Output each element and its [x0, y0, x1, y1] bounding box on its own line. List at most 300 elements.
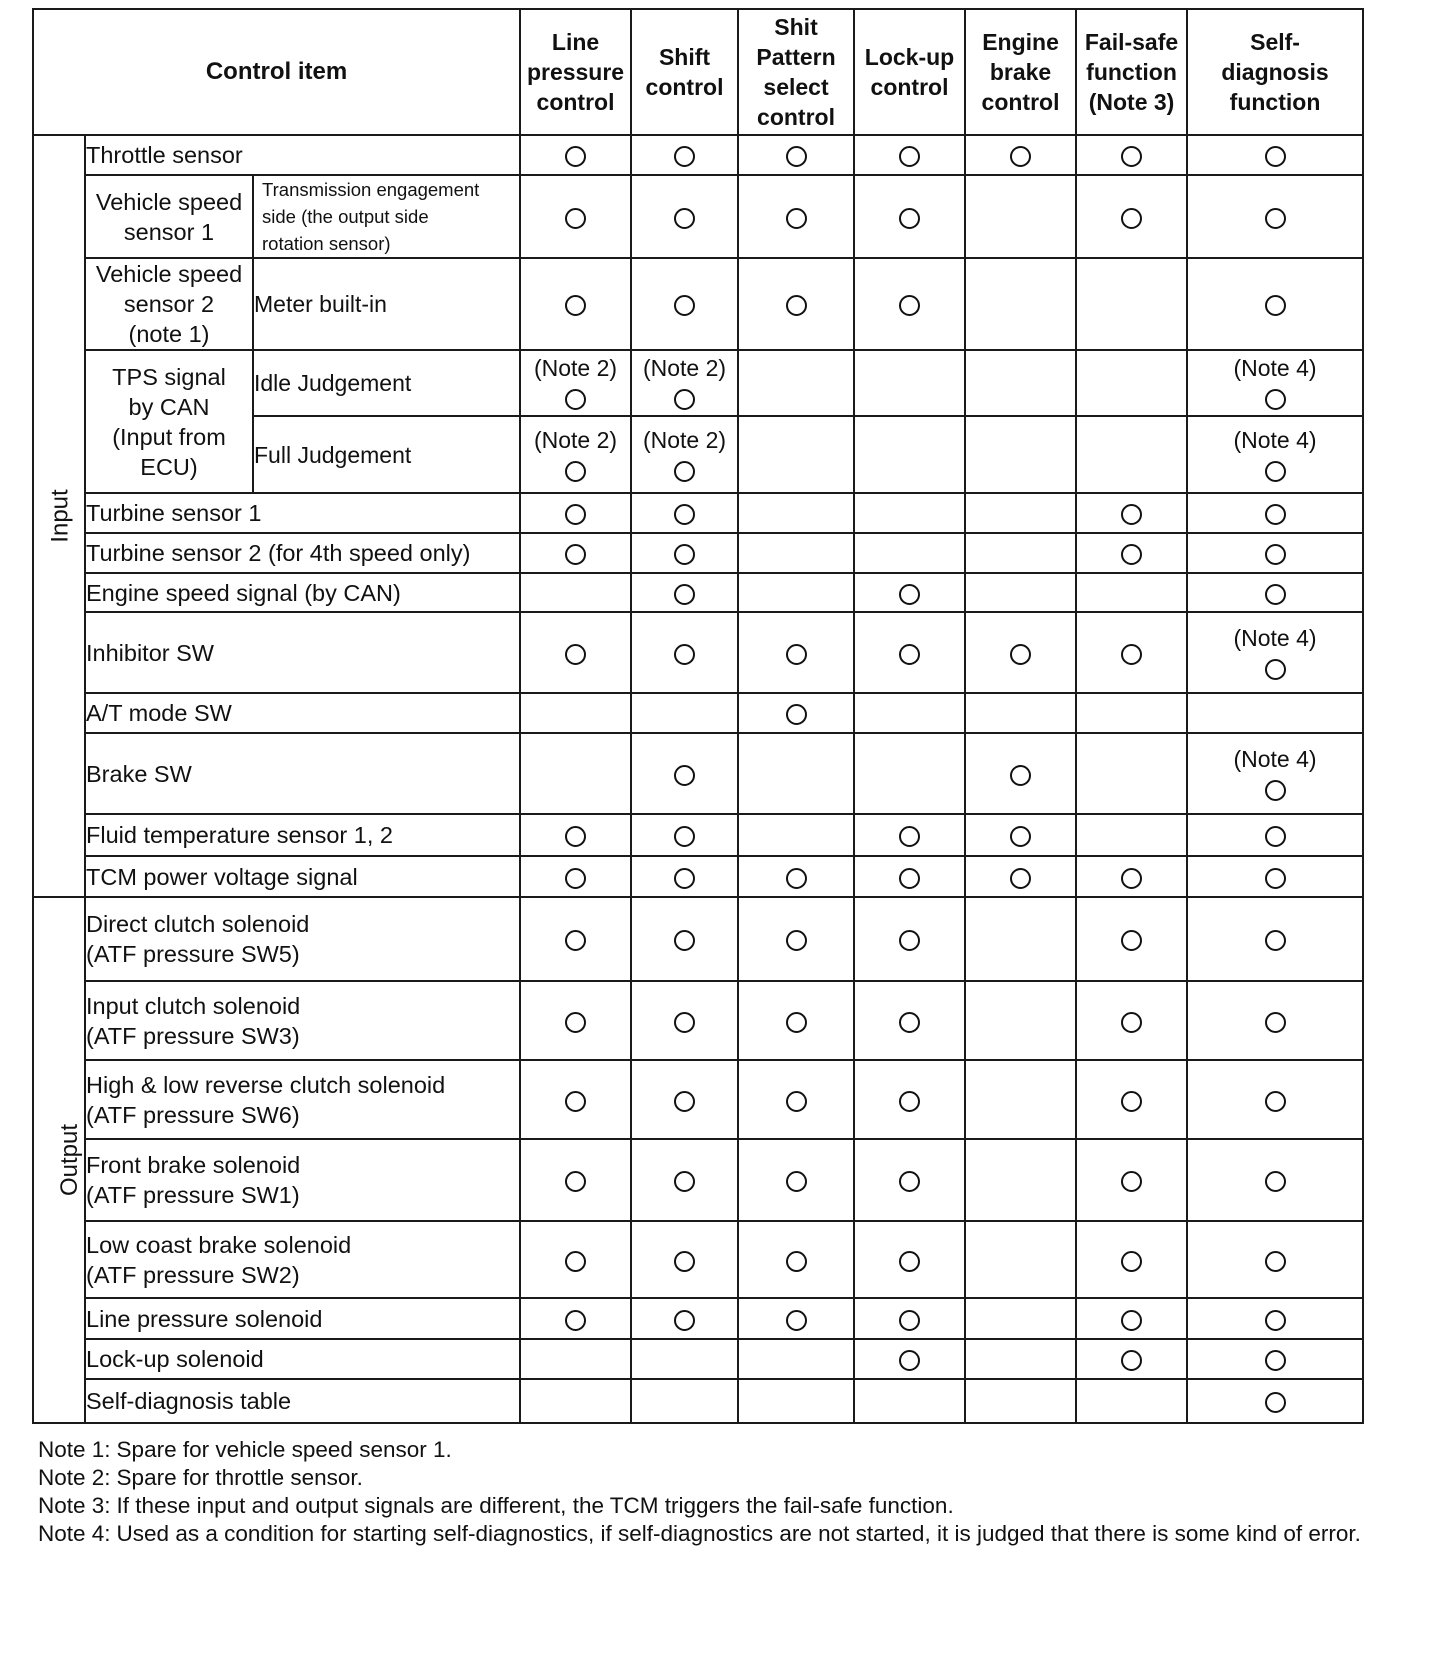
line-pressure-control-header — [520, 9, 631, 135]
circle-icon — [1265, 1392, 1286, 1413]
circle-icon — [899, 1350, 920, 1371]
mark-cell-fail-safe — [1076, 1339, 1187, 1379]
circle-icon — [1121, 868, 1142, 889]
circle-icon — [1121, 544, 1142, 565]
mark-cell-shift-pattern — [738, 814, 854, 856]
label-line: Input clutch solenoid — [86, 992, 301, 1019]
shift-pattern-select-control-header — [738, 9, 854, 135]
circle-mark — [739, 1085, 853, 1115]
label-line: Transmission engagement — [262, 179, 480, 200]
mark-cell-fail-safe — [1076, 693, 1187, 733]
circle-icon — [899, 584, 920, 605]
table-row — [33, 533, 1363, 573]
label-line: (ATF pressure SW3) — [86, 1022, 300, 1049]
mark-cell-lock-up — [854, 1139, 965, 1221]
circle-mark — [521, 1245, 630, 1275]
circle-icon — [674, 826, 695, 847]
label-line: Vehicle speed — [95, 188, 243, 215]
circle-mark — [632, 578, 737, 608]
circle-mark — [1077, 862, 1186, 892]
circle-icon — [674, 1251, 695, 1272]
circle-icon — [565, 930, 586, 951]
mark-cell-engine-brake — [965, 135, 1076, 175]
self-diagnosis-function-header — [1187, 9, 1363, 135]
mark-cell-lock-up — [854, 1298, 965, 1339]
circle-icon — [899, 826, 920, 847]
mark-cell-shift-pattern — [738, 693, 854, 733]
circle-icon — [565, 868, 586, 889]
mark-cell-shift — [631, 856, 738, 897]
circle-icon — [1265, 544, 1286, 565]
mark-cell-lock-up — [854, 897, 965, 981]
mark-cell-lock-up — [854, 175, 965, 258]
mark-cell-shift-pattern — [738, 258, 854, 350]
mark-cell-shift-pattern — [738, 856, 854, 897]
mark-cell-self-diagnosis — [1187, 135, 1363, 175]
row-label-throttle-sensor: Throttle sensor — [85, 135, 520, 175]
mark-cell-lock-up — [854, 416, 965, 493]
mark-cell-shift-pattern — [738, 1139, 854, 1221]
circle-icon — [899, 1251, 920, 1272]
circle-mark — [521, 140, 630, 170]
mark-cell-shift — [631, 350, 738, 416]
mark-cell-fail-safe — [1076, 814, 1187, 856]
row-sublabel-full-judgement: Full Judgement — [253, 416, 520, 493]
circle-icon — [565, 461, 586, 482]
circle-mark — [632, 1006, 737, 1036]
circle-mark — [855, 862, 964, 892]
mark-cell-self-diagnosis — [1187, 493, 1363, 533]
mark-cell-line-pressure — [520, 856, 631, 897]
circle-mark — [855, 140, 964, 170]
mark-cell-fail-safe — [1076, 258, 1187, 350]
circle-icon — [899, 146, 920, 167]
circle-icon — [565, 544, 586, 565]
document — [32, 8, 1362, 1548]
circle-icon — [786, 1171, 807, 1192]
circle-mark — [739, 862, 853, 892]
mark-cell-fail-safe — [1076, 416, 1187, 493]
label-line: Shit — [774, 14, 818, 40]
circle-mark — [1188, 1085, 1362, 1115]
label-line: Vehicle speed — [95, 261, 243, 287]
note-ref: (Note 4) — [1233, 355, 1317, 381]
circle-icon — [899, 1091, 920, 1112]
circle-icon — [1010, 146, 1031, 167]
circle-mark — [632, 1085, 737, 1115]
circle-icon — [674, 1171, 695, 1192]
circle-icon — [565, 389, 586, 410]
circle-icon — [674, 1091, 695, 1112]
circle-mark — [739, 1245, 853, 1275]
circle-icon — [1265, 930, 1286, 951]
mark-cell-shift — [631, 573, 738, 612]
circle-mark — [521, 1085, 630, 1115]
mark-cell-engine-brake — [965, 693, 1076, 733]
circle-icon — [1265, 1091, 1286, 1112]
mark-cell-line-pressure — [520, 135, 631, 175]
table-row — [33, 897, 1363, 981]
mark-cell-shift — [631, 814, 738, 856]
circle-mark — [1188, 578, 1362, 608]
table-row — [33, 1339, 1363, 1379]
circle-icon — [786, 1091, 807, 1112]
mark-cell-shift — [631, 981, 738, 1060]
label-line: control — [536, 89, 615, 115]
mark-cell-shift — [631, 612, 738, 693]
note-ref: (Note 4) — [1233, 624, 1317, 651]
circle-icon — [565, 146, 586, 167]
circle-mark — [632, 924, 737, 954]
mark-cell-lock-up — [854, 612, 965, 693]
circle-mark — [1188, 862, 1362, 892]
circle-icon — [1121, 146, 1142, 167]
circle-mark — [1077, 202, 1186, 232]
label-line: by CAN — [128, 393, 210, 420]
circle-mark — [1188, 1165, 1362, 1195]
circle-mark — [632, 820, 737, 850]
label-line: rotation sensor) — [262, 233, 391, 254]
circle-icon — [674, 644, 695, 665]
mark-cell-shift — [631, 1060, 738, 1139]
circle-mark — [739, 1165, 853, 1195]
mark-cell-engine-brake — [965, 1221, 1076, 1298]
label-line: (ATF pressure SW2) — [86, 1261, 300, 1288]
mark-cell-self-diagnosis — [1187, 814, 1363, 856]
circle-icon — [674, 146, 695, 167]
mark-cell-engine-brake — [965, 981, 1076, 1060]
circle-icon — [899, 868, 920, 889]
mark-cell-engine-brake — [965, 573, 1076, 612]
mark-cell-fail-safe — [1076, 573, 1187, 612]
mark-cell-lock-up — [854, 733, 965, 814]
circle-icon — [1265, 659, 1286, 680]
mark-cell-self-diagnosis — [1187, 693, 1363, 733]
row-sublabel-meter-built-in: Meter built-in — [253, 258, 520, 350]
mark-cell-fail-safe — [1076, 533, 1187, 573]
note-ref: (Note 2) — [642, 426, 727, 453]
circle-icon — [674, 1012, 695, 1033]
mark-cell-lock-up — [854, 814, 965, 856]
mark-cell-self-diagnosis — [1187, 1298, 1363, 1339]
mark-cell-shift — [631, 258, 738, 350]
circle-mark — [855, 924, 964, 954]
circle-icon — [565, 295, 586, 316]
mark-cell-shift-pattern — [738, 533, 854, 573]
mark-cell-engine-brake — [965, 1060, 1076, 1139]
label-line: (note 1) — [128, 321, 210, 347]
output-group-label: Output — [33, 897, 85, 1423]
label-line: Low coast brake solenoid — [86, 1231, 352, 1258]
circle-icon — [1121, 1171, 1142, 1192]
circle-icon — [1265, 1251, 1286, 1272]
circle-icon — [1121, 1350, 1142, 1371]
circle-icon — [899, 930, 920, 951]
circle-icon — [1121, 504, 1142, 525]
mark-cell-self-diagnosis — [1187, 175, 1363, 258]
row-label-turbine-sensor-2: Turbine sensor 2 (for 4th speed only) — [85, 533, 520, 573]
mark-cell-line-pressure — [520, 175, 631, 258]
circle-icon — [786, 868, 807, 889]
row-label-self-diagnosis-table: Self-diagnosis table — [85, 1379, 520, 1423]
note-ref: (Note 2) — [533, 426, 618, 453]
mark-cell-shift — [631, 1298, 738, 1339]
circle-icon — [1265, 295, 1286, 316]
mark-cell-self-diagnosis — [1187, 733, 1363, 814]
note-ref: (Note 4) — [1233, 426, 1317, 453]
mark-cell-engine-brake — [965, 814, 1076, 856]
mark-cell-fail-safe — [1076, 1298, 1187, 1339]
circle-icon — [899, 644, 920, 665]
mark-cell-shift — [631, 416, 738, 493]
mark-cell-self-diagnosis — [1187, 856, 1363, 897]
circle-mark — [1188, 820, 1362, 850]
circle-mark — [1188, 455, 1362, 485]
circle-icon — [899, 208, 920, 229]
circle-icon — [565, 1012, 586, 1033]
mark-cell-shift-pattern — [738, 897, 854, 981]
mark-cell-fail-safe — [1076, 1221, 1187, 1298]
circle-icon — [565, 1251, 586, 1272]
control-item-header: Control item — [33, 9, 520, 135]
mark-cell-engine-brake — [965, 533, 1076, 573]
mark-cell-self-diagnosis — [1187, 1221, 1363, 1298]
circle-mark — [966, 638, 1075, 668]
circle-mark — [1188, 774, 1362, 804]
circle-icon — [786, 208, 807, 229]
label-line: control — [981, 89, 1060, 115]
mark-cell-self-diagnosis — [1187, 1060, 1363, 1139]
row-label-brake-sw: Brake SW — [85, 733, 520, 814]
circle-icon — [786, 644, 807, 665]
row-label-fluid-temperature-sensor: Fluid temperature sensor 1, 2 — [85, 814, 520, 856]
mark-cell-shift — [631, 897, 738, 981]
circle-icon — [565, 1091, 586, 1112]
row-label-at-mode-sw: A/T mode SW — [85, 693, 520, 733]
table-row — [33, 1139, 1363, 1221]
table-row — [33, 856, 1363, 897]
row-label-line-pressure-solenoid: Line pressure solenoid — [85, 1298, 520, 1339]
mark-cell-shift — [631, 1139, 738, 1221]
mark-cell-line-pressure — [520, 1379, 631, 1423]
circle-mark — [855, 202, 964, 232]
label-line: (ATF pressure SW6) — [86, 1101, 300, 1128]
mark-cell-self-diagnosis — [1187, 1379, 1363, 1423]
mark-cell-line-pressure — [520, 493, 631, 533]
circle-icon — [565, 1310, 586, 1331]
mark-cell-lock-up — [854, 493, 965, 533]
label-line: Pattern — [756, 44, 836, 70]
table-row — [33, 573, 1363, 612]
mark-cell-line-pressure — [520, 258, 631, 350]
circle-mark — [632, 289, 737, 319]
mark-cell-engine-brake — [965, 175, 1076, 258]
lock-up-control-header — [854, 9, 965, 135]
mark-cell-fail-safe — [1076, 733, 1187, 814]
circle-mark — [1188, 924, 1362, 954]
circle-mark — [521, 862, 630, 892]
circle-mark — [632, 538, 737, 568]
mark-cell-shift-pattern — [738, 135, 854, 175]
mark-cell-shift — [631, 493, 738, 533]
circle-mark — [1188, 1344, 1362, 1374]
circle-mark — [966, 759, 1075, 789]
circle-icon — [674, 504, 695, 525]
circle-icon — [786, 704, 807, 725]
mark-cell-shift-pattern — [738, 1379, 854, 1423]
label-line: Engine — [982, 29, 1059, 55]
input-group-label: Input — [33, 135, 85, 897]
circle-icon — [1265, 1012, 1286, 1033]
circle-icon — [674, 765, 695, 786]
circle-mark — [1188, 383, 1362, 413]
shift-control-header — [631, 9, 738, 135]
circle-icon — [1265, 208, 1286, 229]
mark-cell-shift-pattern — [738, 175, 854, 258]
label-line: control — [757, 104, 835, 130]
circle-mark — [521, 202, 630, 232]
circle-icon — [565, 208, 586, 229]
mark-cell-line-pressure — [520, 693, 631, 733]
mark-cell-fail-safe — [1076, 350, 1187, 416]
mark-cell-fail-safe — [1076, 135, 1187, 175]
label-line: TPS signal — [112, 363, 226, 390]
circle-mark — [521, 455, 630, 485]
mark-cell-lock-up — [854, 533, 965, 573]
circle-icon — [674, 930, 695, 951]
circle-mark — [739, 140, 853, 170]
circle-icon — [1265, 584, 1286, 605]
mark-cell-self-diagnosis — [1187, 981, 1363, 1060]
table-row — [33, 814, 1363, 856]
label-line: control — [870, 74, 949, 100]
circle-mark — [1077, 140, 1186, 170]
circle-mark — [632, 140, 737, 170]
circle-icon — [786, 930, 807, 951]
circle-mark — [855, 1085, 964, 1115]
mark-cell-line-pressure — [520, 416, 631, 493]
circle-icon — [1121, 1310, 1142, 1331]
label-line: diagnosis — [1221, 59, 1329, 85]
circle-icon — [786, 1251, 807, 1272]
circle-mark — [1188, 1245, 1362, 1275]
circle-mark — [521, 538, 630, 568]
note-2: Note 2: Spare for throttle sensor. — [38, 1465, 363, 1490]
mark-cell-shift-pattern — [738, 612, 854, 693]
label-line: select — [763, 74, 829, 100]
label-line: Self- — [1250, 29, 1300, 55]
mark-cell-line-pressure — [520, 733, 631, 814]
label-line: (ATF pressure SW1) — [86, 1182, 300, 1208]
circle-icon — [1265, 146, 1286, 167]
circle-icon — [1265, 389, 1286, 410]
circle-mark — [521, 820, 630, 850]
label-line: function — [1086, 59, 1177, 85]
circle-mark — [1188, 653, 1362, 683]
mark-cell-self-diagnosis — [1187, 258, 1363, 350]
mark-cell-lock-up — [854, 1060, 965, 1139]
fail-safe-function-header — [1076, 9, 1187, 135]
circle-mark — [1077, 1245, 1186, 1275]
mark-cell-line-pressure — [520, 1060, 631, 1139]
mark-cell-fail-safe — [1076, 897, 1187, 981]
row-label-vehicle-speed-sensor-1 — [85, 175, 253, 258]
mark-cell-fail-safe — [1076, 493, 1187, 533]
circle-icon — [674, 584, 695, 605]
circle-mark — [739, 1006, 853, 1036]
circle-icon — [674, 1310, 695, 1331]
circle-mark — [1077, 538, 1186, 568]
circle-icon — [674, 544, 695, 565]
mark-cell-shift — [631, 693, 738, 733]
table-row — [33, 693, 1363, 733]
circle-icon — [1121, 1251, 1142, 1272]
label-line: pressure — [526, 59, 625, 85]
mark-cell-line-pressure — [520, 350, 631, 416]
circle-mark — [521, 924, 630, 954]
row-label-direct-clutch-solenoid — [85, 897, 520, 981]
mark-cell-engine-brake — [965, 733, 1076, 814]
table-row — [33, 733, 1363, 814]
circle-mark — [1077, 498, 1186, 528]
circle-mark — [855, 1304, 964, 1334]
circle-icon — [1010, 826, 1031, 847]
table-row — [33, 350, 1363, 416]
circle-icon — [1265, 868, 1286, 889]
circle-icon — [565, 644, 586, 665]
mark-cell-shift-pattern — [738, 1060, 854, 1139]
mark-cell-fail-safe — [1076, 981, 1187, 1060]
circle-mark — [632, 759, 737, 789]
mark-cell-engine-brake — [965, 416, 1076, 493]
circle-mark — [632, 455, 737, 485]
notes-section — [38, 1436, 1362, 1548]
mark-cell-shift-pattern — [738, 573, 854, 612]
circle-icon — [674, 868, 695, 889]
circle-icon — [1121, 1012, 1142, 1033]
row-label-input-clutch-solenoid — [85, 981, 520, 1060]
circle-icon — [1265, 1350, 1286, 1371]
circle-icon — [565, 1171, 586, 1192]
circle-icon — [786, 1012, 807, 1033]
circle-mark — [855, 1165, 964, 1195]
label-line: Shift — [658, 44, 711, 70]
row-label-turbine-sensor-1: Turbine sensor 1 — [85, 493, 520, 533]
mark-cell-self-diagnosis — [1187, 897, 1363, 981]
note-1: Note 1: Spare for vehicle speed sensor 1. — [38, 1437, 452, 1462]
circle-mark — [632, 1165, 737, 1195]
circle-mark — [1188, 289, 1362, 319]
mark-cell-engine-brake — [965, 612, 1076, 693]
circle-mark — [632, 383, 737, 413]
label-line: control — [645, 74, 724, 100]
label-line: sensor 1 — [123, 218, 215, 245]
circle-icon — [1121, 208, 1142, 229]
mark-cell-shift — [631, 733, 738, 814]
label-line: Direct clutch solenoid — [86, 911, 310, 937]
mark-cell-fail-safe — [1076, 1060, 1187, 1139]
circle-mark — [1077, 638, 1186, 668]
circle-icon — [674, 461, 695, 482]
mark-cell-engine-brake — [965, 1139, 1076, 1221]
mark-cell-shift — [631, 1221, 738, 1298]
circle-mark — [521, 1006, 630, 1036]
circle-mark — [855, 1006, 964, 1036]
circle-mark — [855, 638, 964, 668]
circle-icon — [899, 1171, 920, 1192]
circle-icon — [1265, 1310, 1286, 1331]
circle-icon — [1121, 644, 1142, 665]
